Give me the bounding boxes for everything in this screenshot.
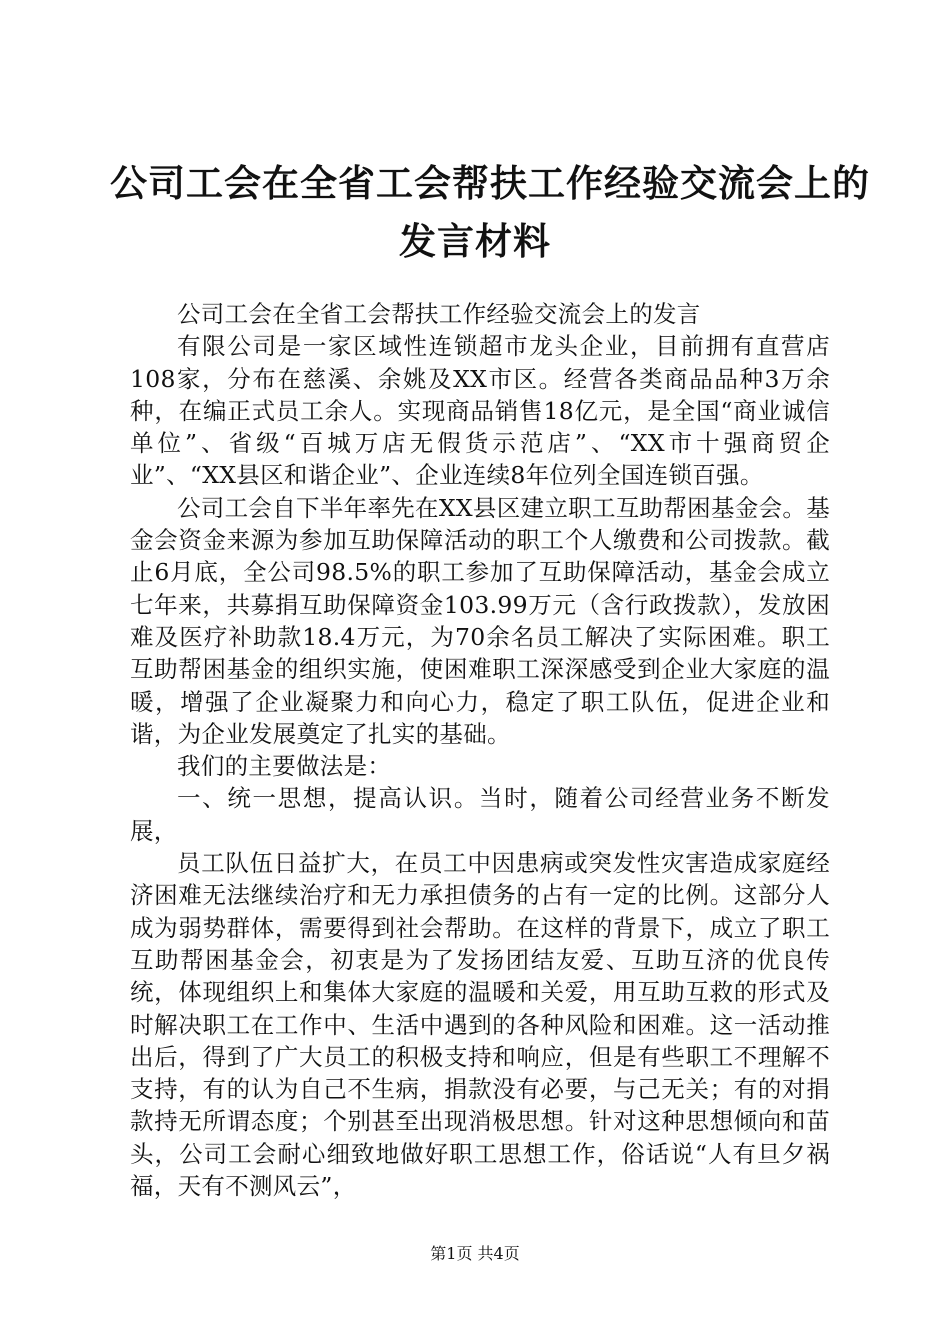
paragraph-company-intro: 有限公司是一家区域性连锁超市龙头企业，目前拥有直营店108家，分布在慈溪、余姚及XX市区。经营各类商品品种3万余种，在编正式员工余人。实现商品销售18亿元，是全国“商业诚信单位”、省级“百城万店无假货示范店”、“XX市十强商贸企业”、“XX县区和谐企业”、企业连续8年位列全国连锁百强。 (130, 332, 830, 490)
paragraph-fund-overview: 公司工会自下半年率先在XX县区建立职工互助帮困基金会。基金会资金来源为参加互助保障活动的职工个人缴费和公司拨款。截止6月底，全公司98.5%的职工参加了互助保障活动，基金会成立七年来，共募捐互助保障资金103.99万元（含行政拨款），发放困难及医疗补助款18.4万元，为70余名员工解决了实际困难。职工互助帮困基金的组织实施，使困难职工深深感受到企业大家庭的温暖，增强了企业凝聚力和向心力，稳定了职工队伍，促进企业和谐，为企业发展奠定了扎实的基础。 (130, 493, 830, 748)
page-number-total: 共4页 (477, 1244, 520, 1263)
paragraph-subtitle: 公司工会在全省工会帮扶工作经验交流会上的发言 (177, 300, 701, 328)
page-footer (0, 1244, 950, 1264)
document-title-line-1: 公司工会在全省工会帮扶工作经验交流会上的 (110, 162, 870, 205)
document-body (130, 298, 830, 1202)
paragraph-methods-intro: 我们的主要做法是： (177, 752, 392, 781)
paragraph-section-one-heading: 一、统一思想，提高认识。当时，随着公司经营业务不断发展， (130, 784, 830, 845)
page-number-current: 第1页 (430, 1244, 473, 1263)
document-title-line-2: 发言材料 (399, 220, 551, 263)
paragraph-section-one-body: 员工队伍日益扩大，在员工中因患病或突发性灾害造成家庭经济困难无法继续治疗和无力承担债务的占有一定的比例。这部分人成为弱势群体，需要得到社会帮助。在这样的背景下，成立了职工互助帮困基金会，初衷是为了发扬团结友爱、互助互济的优良传统，体现组织上和集体大家庭的温暖和关爱，用互助互救的形式及时解决职工在工作中、生活中遇到的各种风险和困难。这一活动推出后，得到了广大员工的积极支持和响应，但是有些职工不理解不支持，有的认为自己不生病，捐款没有必要，与己无关；有的对捐款持无所谓态度；个别甚至出现消极思想。针对这种思想倾向和苗头，公司工会耐心细致地做好职工思想工作，俗话说“人有旦夕祸福，天有不测风云”， (130, 849, 830, 1201)
